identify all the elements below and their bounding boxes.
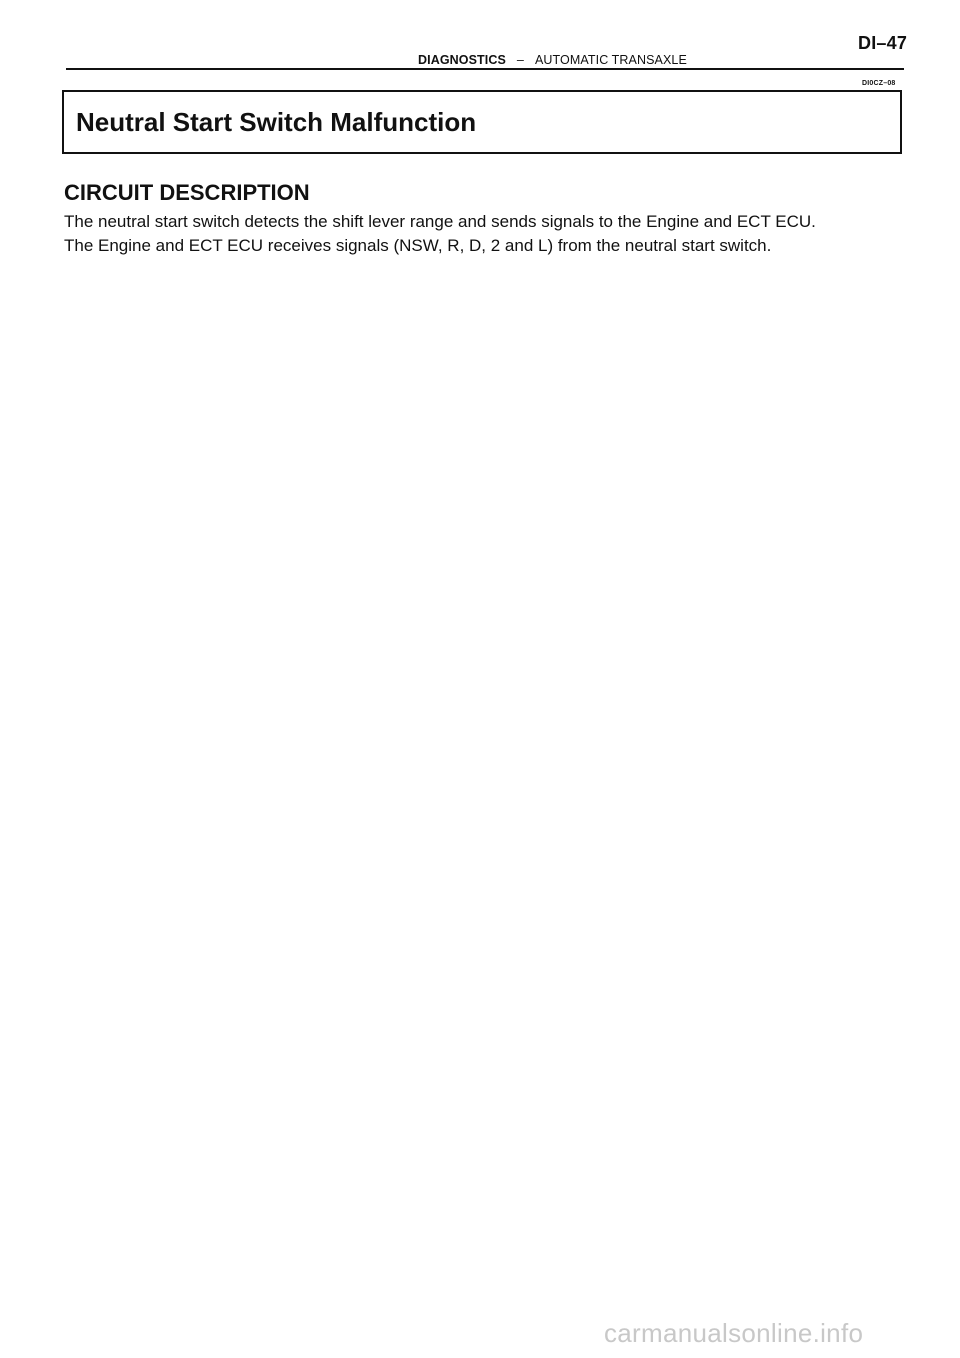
description-line-2: The Engine and ECT ECU receives signals (NSW, R, D, 2 and L) from the neutral start switch. [64, 236, 772, 255]
header-rule [66, 68, 904, 70]
header-section-sub: AUTOMATIC TRANSAXLE [534, 53, 687, 67]
doc-code: DI0CZ–08 [862, 80, 896, 87]
section-heading: CIRCUIT DESCRIPTION [64, 180, 310, 205]
header-section-main: DIAGNOSTICS [418, 53, 506, 67]
page-number: DI–47 [858, 33, 908, 53]
page-title: Neutral Start Switch Malfunction [76, 107, 477, 137]
header-section [418, 53, 687, 67]
description-line-1: The neutral start switch detects the shift lever range and sends signals to the Engine and ECT ECU. [64, 212, 816, 231]
header-separator: – [516, 53, 524, 67]
title-box [62, 90, 902, 154]
watermark-text: carmanualsonline.info [604, 1318, 864, 1348]
